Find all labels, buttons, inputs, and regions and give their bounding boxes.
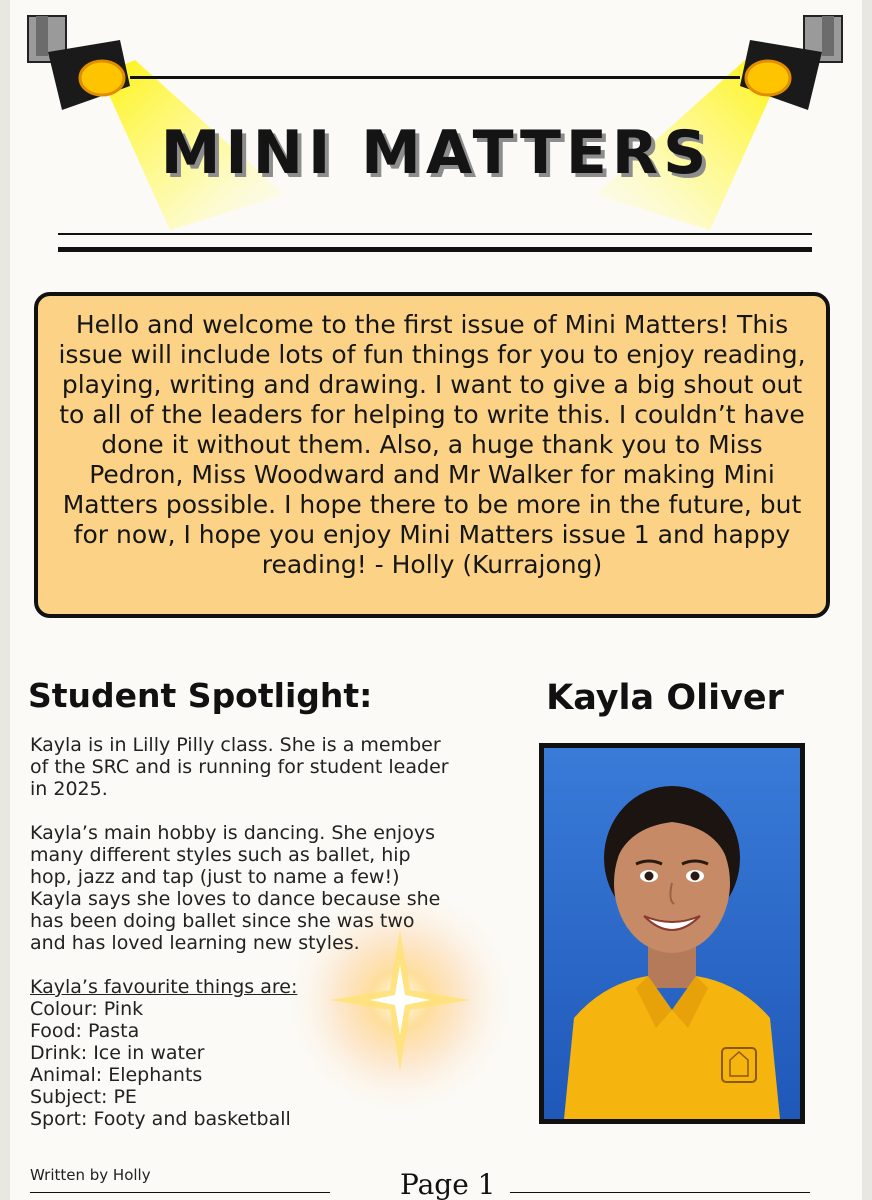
favourite-item: Sport: Footy and basketball xyxy=(30,1108,291,1130)
footer-right-rule xyxy=(510,1192,810,1193)
favourite-item: Subject: PE xyxy=(30,1086,137,1108)
newsletter-page xyxy=(10,0,862,1200)
favourite-item: Drink: Ice in water xyxy=(30,1042,205,1064)
title-thick-rule xyxy=(58,247,812,252)
student-photo xyxy=(539,743,805,1124)
favourite-item: Animal: Elephants xyxy=(30,1064,203,1086)
favourites-list xyxy=(30,998,450,1130)
student-spotlight-heading: Student Spotlight: xyxy=(28,676,373,715)
title-thin-rule xyxy=(58,233,812,235)
author-credit: Written by Holly xyxy=(30,1166,151,1184)
welcome-message-box xyxy=(34,292,830,618)
page-number: Page 1 xyxy=(400,1168,496,1200)
footer-left-rule xyxy=(30,1192,330,1193)
favourites-heading: Kayla’s favourite things are: xyxy=(30,976,298,998)
student-portrait-illustration xyxy=(544,748,800,1119)
title-top-rule xyxy=(130,76,740,79)
welcome-message-text: Hello and welcome to the first issue of Mini Matters! This issue will include lots of fun things for you to enjoy reading, playing, writing and drawing. I want to give a big shout out to all of the leaders for helping to write this. I couldn’t have done it without them. Also, a huge thank you to Miss Pedron, Miss Woodward and Mr Walker for making Mini Matters possible. I hope there to be more in the future, but for now, I hope you enjoy Mini Matters issue 1 and happy reading! - Holly (Kurrajong) xyxy=(58,310,806,579)
student-name-heading: Kayla Oliver xyxy=(546,678,784,718)
right-spotlight-icon xyxy=(726,12,846,122)
newsletter-title: MINI MATTERS xyxy=(160,118,712,188)
left-spotlight-icon xyxy=(24,12,144,122)
article-paragraph-1: Kayla is in Lilly Pilly class. She is a member of the SRC and is running for student leader in 2025. xyxy=(30,734,449,800)
favourite-item: Food: Pasta xyxy=(30,1020,140,1042)
article-paragraph-2: Kayla’s main hobby is dancing. She enjoys many different styles such as ballet, hip hop, jazz and tap (just to name a few!) Kayla says she loves to dance because she has been doing ballet since she was two and has loved learning new styles. xyxy=(30,822,441,954)
spotlight-article xyxy=(30,734,450,1130)
favourite-item: Colour: Pink xyxy=(30,998,144,1020)
